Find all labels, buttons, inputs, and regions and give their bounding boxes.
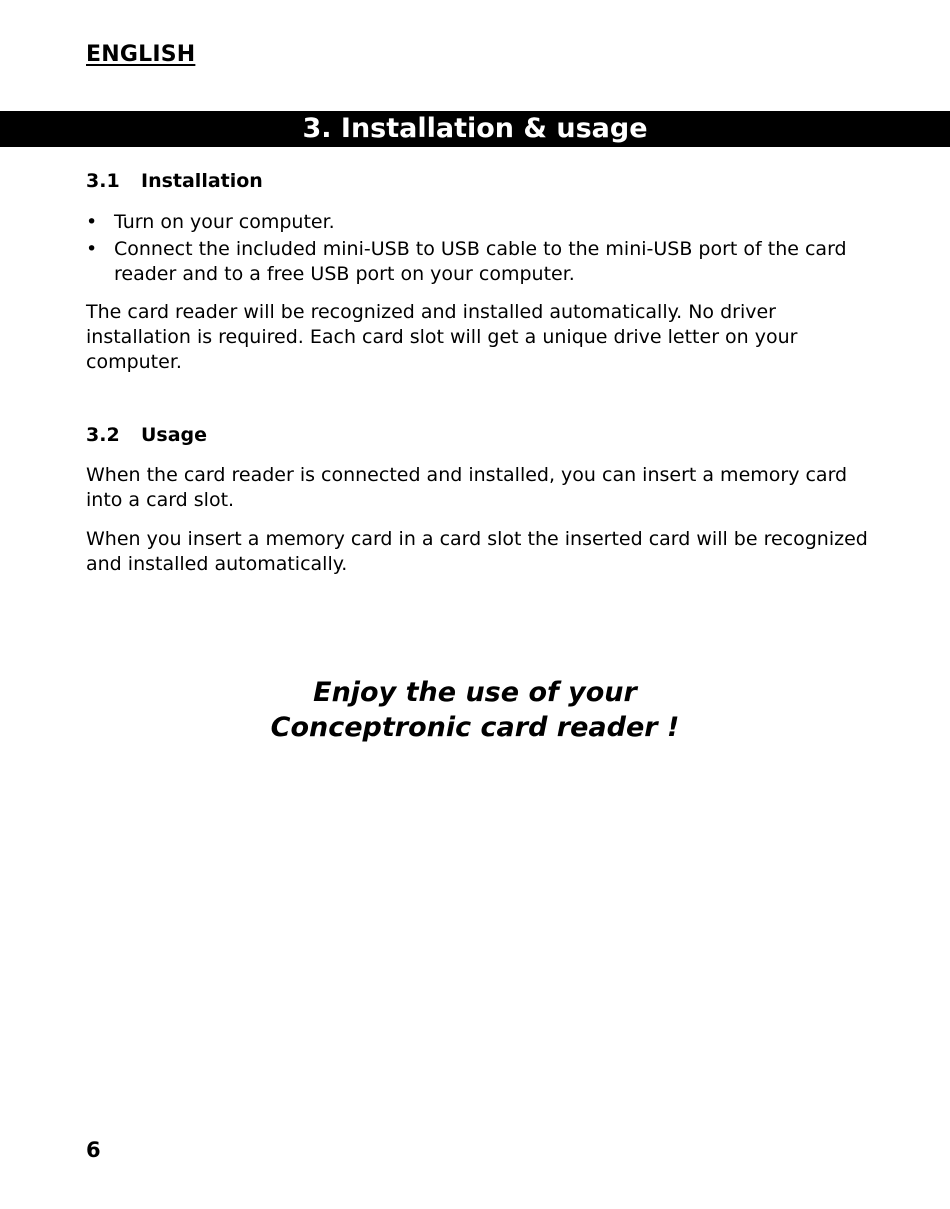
list-item-text: Connect the included mini-USB to USB cable to the mini-USB port of the card reader and to a free USB port on your computer. <box>114 238 847 285</box>
list-item-text: Turn on your computer. <box>114 211 335 233</box>
bullet-icon: • <box>86 238 98 260</box>
page-number: 6 <box>86 1138 101 1162</box>
bullet-icon: • <box>86 211 98 233</box>
usage-paragraph-2: When you insert a memory card in a card slot the inserted card will be recognized and installed automatically. <box>86 528 868 575</box>
section-number: 3.2 <box>86 424 120 446</box>
installation-steps-list <box>86 210 886 289</box>
section-heading-installation <box>86 170 263 192</box>
list-item <box>86 237 886 287</box>
section-title: Usage <box>141 424 208 446</box>
installation-paragraph: The card reader will be recognized and installed automatically. No driver installation is required. Each card slot will get a unique drive letter on your computer. <box>86 301 798 373</box>
section-title: Installation <box>141 170 263 192</box>
list-item <box>86 210 886 235</box>
usage-paragraph-1: When the card reader is connected and installed, you can insert a memory card into a card slot. <box>86 464 848 511</box>
closing-line-1: Enjoy the use of your <box>313 677 637 708</box>
section-heading-usage <box>86 424 207 446</box>
section-number: 3.1 <box>86 170 120 192</box>
chapter-title: 3. Installation & usage <box>0 111 950 147</box>
closing-line-2: Conceptronic card reader ! <box>270 712 680 743</box>
language-label: ENGLISH <box>86 42 196 67</box>
